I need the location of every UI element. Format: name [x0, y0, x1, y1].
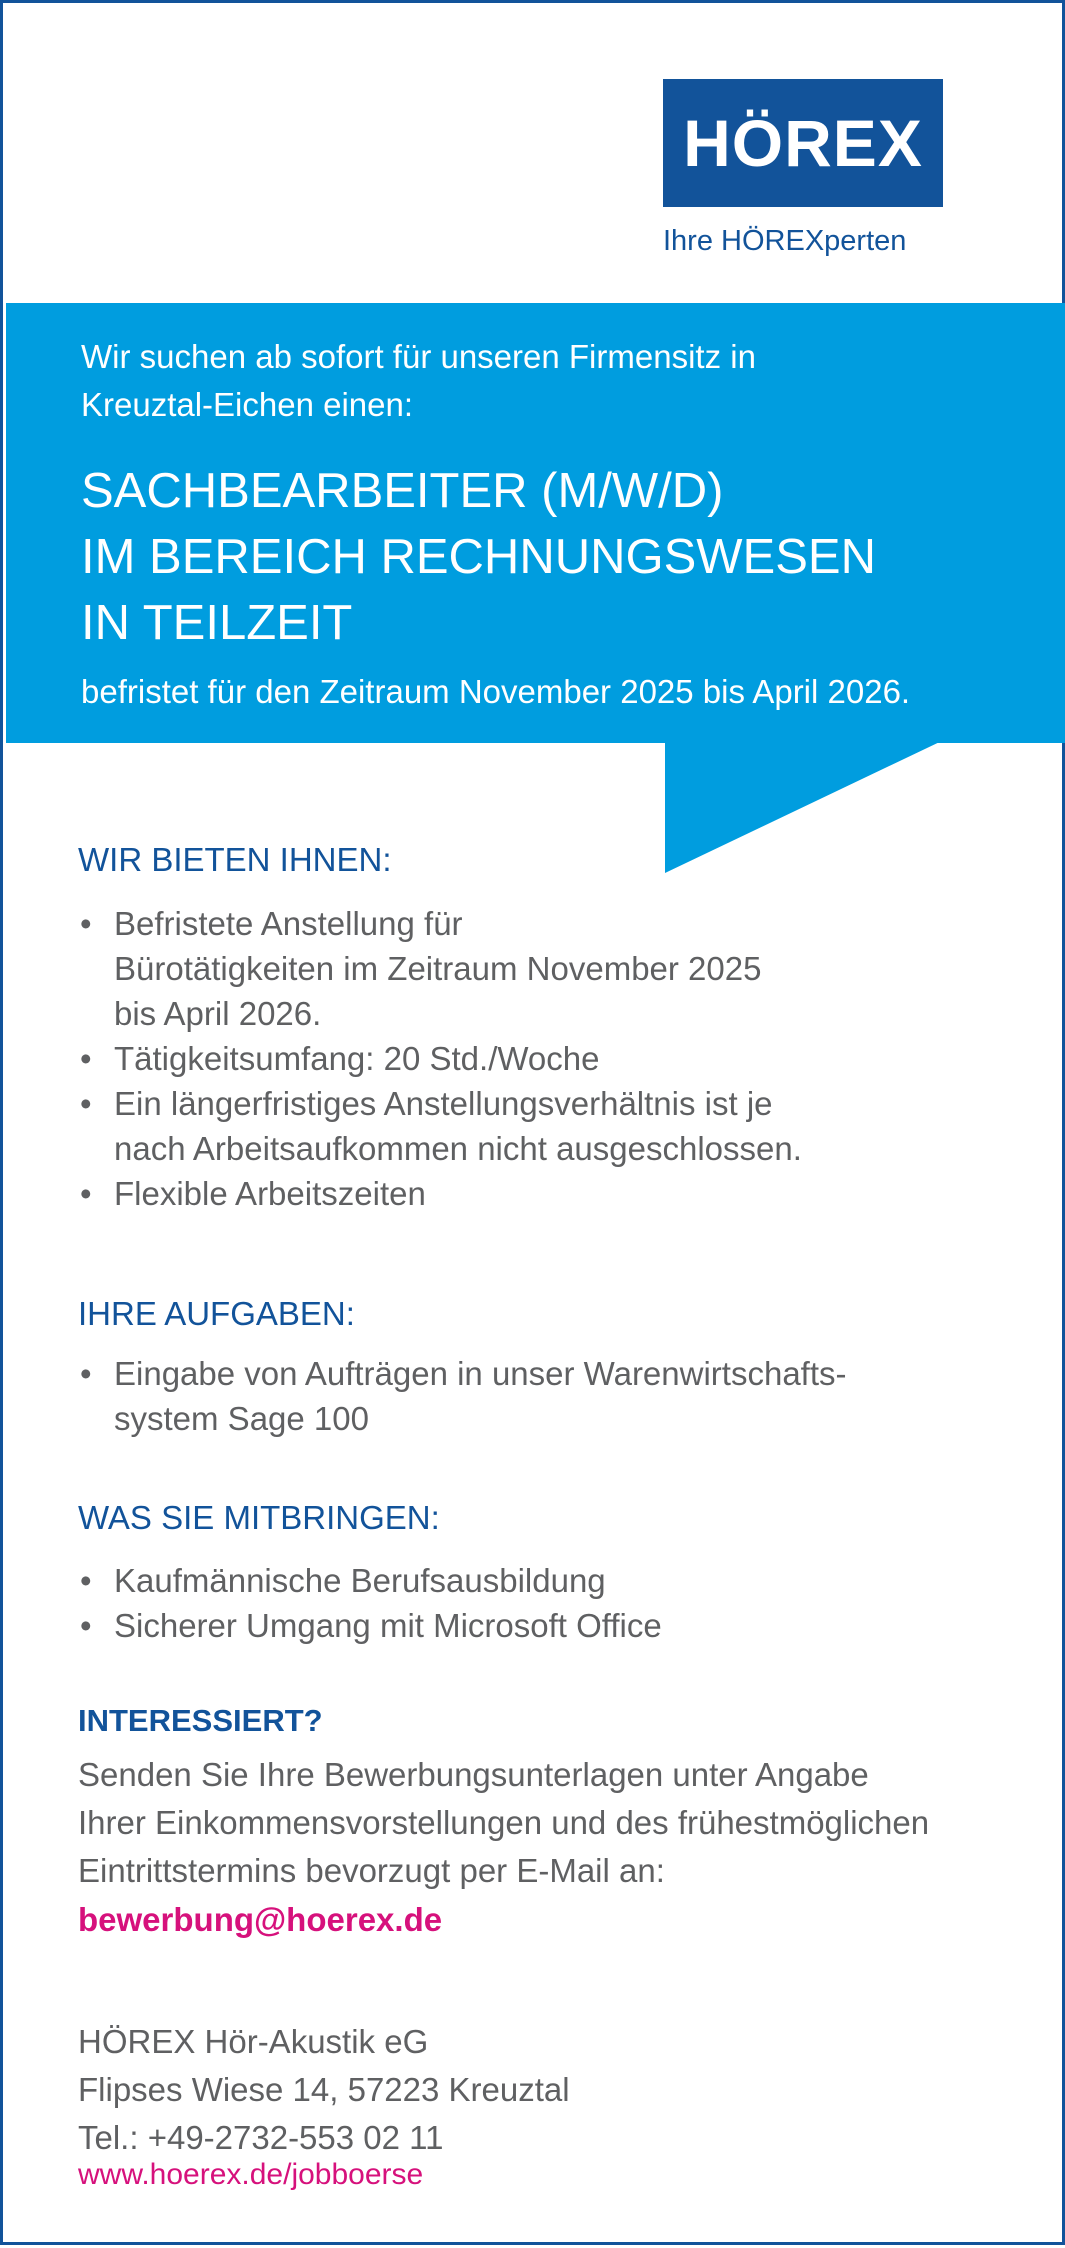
requirements-list [78, 1558, 978, 1648]
company-name: HÖREX Hör-Akustik eG [78, 2023, 429, 2060]
offer-list [78, 901, 978, 1216]
logo-wordmark: HÖREX [683, 106, 923, 180]
job-title-line: IM BEREICH RECHNUNGSWESEN [81, 530, 876, 584]
job-title-line: SACHBEARBEITER (M/W/D) [81, 464, 724, 518]
jobboard-link[interactable]: www.hoerex.de/jobboerse [78, 2158, 424, 2191]
phone-number: Tel.: +49-2732-553 02 11 [78, 2119, 444, 2156]
list-item: • Befristete Anstellung für Bürotätigkeiten im Zeitraum November 2025 bis April 2026. [78, 901, 978, 1036]
employment-period: befristet für den Zeitraum November 2025 bis April 2026. [81, 673, 911, 710]
banner-intro [81, 333, 981, 429]
list-item: • Tätigkeitsumfang: 20 Std./Woche [78, 1036, 978, 1081]
headline-banner [6, 303, 1065, 743]
intro-line: Kreuztal-Eichen einen: [81, 386, 414, 423]
hoerex-logo [663, 79, 943, 207]
tasks-list [78, 1351, 978, 1441]
street-address: Flipses Wiese 14, 57223 Kreuztal [78, 2071, 570, 2108]
list-item: • Eingabe von Aufträgen in unser Warenwirtschafts- system Sage 100 [78, 1351, 978, 1441]
list-item: • Kaufmännische Berufsausbildung [78, 1558, 978, 1603]
requirements-heading: WAS SIE MITBRINGEN: [78, 1499, 440, 1536]
intro-line: Wir suchen ab sofort für unseren Firmensitz in [81, 338, 756, 375]
company-address [78, 2018, 570, 2162]
contact-text: Senden Sie Ihre Bewerbungsunterlagen unter Angabe Ihrer Einkommensvorstellungen und des frühestmöglichen Eintrittstermins bevorzugt per E-Mail an: [78, 1756, 930, 1889]
list-item: • Sicherer Umgang mit Microsoft Office [78, 1603, 978, 1648]
application-email-link[interactable]: bewerbung@hoerex.de [78, 1901, 443, 1938]
list-item: • Ein längerfristiges Anstellungsverhältnis ist je nach Arbeitsaufkommen nicht ausgeschlossen. [78, 1081, 978, 1171]
contact-heading: INTERESSIERT? [78, 1703, 323, 1738]
logo-tagline: Ihre HÖREXperten [663, 225, 907, 257]
list-item: • Flexible Arbeitszeiten [78, 1171, 978, 1216]
offer-heading: WIR BIETEN IHNEN: [78, 841, 392, 878]
job-title [81, 458, 1041, 656]
job-title-line: IN TEILZEIT [81, 596, 353, 650]
tasks-heading: IHRE AUFGABEN: [78, 1295, 355, 1332]
